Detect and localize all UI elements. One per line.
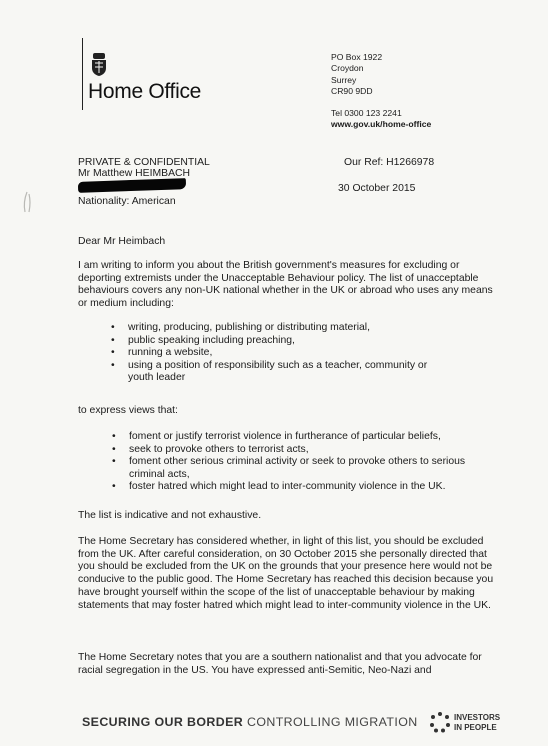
investors-in-people-badge (454, 713, 500, 732)
list-item: • using a position of responsibility such as a teacher, community or youth leader (111, 360, 441, 385)
department-name: Home Office (88, 80, 202, 103)
intro-paragraph: I am writing to inform you about the British government's measures for excluding or deporting extremists under the Unacceptable Behaviour policy. The list of unacceptable behaviours covers any non-UK national whether in the UK or abroad who uses any means or medium including: (78, 260, 493, 310)
nationality: Nationality: American (78, 196, 176, 207)
badge-line: INVESTORS (454, 713, 501, 722)
list-item: • public speaking including preaching, (111, 335, 441, 348)
telephone: Tel 0300 123 2241 (331, 107, 402, 118)
list-item: • writing, producing, publishing or distributing material, (111, 322, 441, 335)
indicative-note: The list is indicative and not exhaustive. (78, 510, 262, 521)
views-list (112, 431, 477, 494)
list-item: • foster hatred which might lead to inter-community violence in the UK. (112, 481, 477, 494)
website-link[interactable]: www.gov.uk/home-office (331, 119, 432, 130)
address-line: Surrey (331, 74, 357, 85)
address-line: Croydon (331, 63, 364, 74)
salutation: Dear Mr Heimbach (78, 236, 166, 247)
list-item: • foment or justify terrorist violence in furtherance of particular beliefs, (112, 431, 477, 444)
redaction-mark (78, 178, 186, 193)
badge-line: IN PEOPLE (454, 722, 497, 732)
sender-address (331, 52, 431, 130)
footer-slogan-light: CONTROLLING MIGRATION (243, 715, 418, 729)
address-line: PO Box 1922 (331, 52, 383, 62)
recipient-name: Mr Matthew HEIMBACH (78, 168, 191, 179)
logo-rule (82, 38, 83, 110)
footer-slogan (82, 715, 418, 729)
notes-paragraph: The Home Secretary notes that you are a southern nationalist and that you advocate for racial segregation in the US. You have expressed anti-Semitic, Neo-Nazi and (78, 652, 482, 676)
express-views-label: to express views that: (78, 405, 178, 416)
list-item: • running a website, (111, 347, 441, 360)
royal-crest-icon (88, 52, 110, 78)
reference-number: Our Ref: H1266978 (344, 157, 435, 168)
list-item: • foment other serious criminal activity or seek to provoke others to serious criminal acts, (112, 456, 477, 481)
decision-paragraph: The Home Secretary has considered whether, in light of this list, you should be excluded from the UK. After careful consideration, on 30 October 2015 she personally directed that you should be excluded from the UK on the grounds that your presence here would not be conducive to the public good. The Home Secretary has reached this decision because you have brought yourself within the scope of the list of unacceptable behaviour by making statements that may foster hatred which might lead to inter-community violence in the UK. (78, 536, 494, 611)
address-line: CR90 9DD (331, 86, 373, 97)
letter-date: 30 October 2015 (338, 183, 416, 194)
means-list (111, 322, 441, 385)
investors-in-people-icon (429, 711, 451, 733)
list-item: • seek to provoke others to terrorist acts, (112, 444, 477, 457)
classification: PRIVATE & CONFIDENTIAL (78, 157, 210, 168)
footer-slogan-bold: SECURING OUR BORDER (82, 715, 244, 729)
pencil-mark (20, 190, 34, 216)
